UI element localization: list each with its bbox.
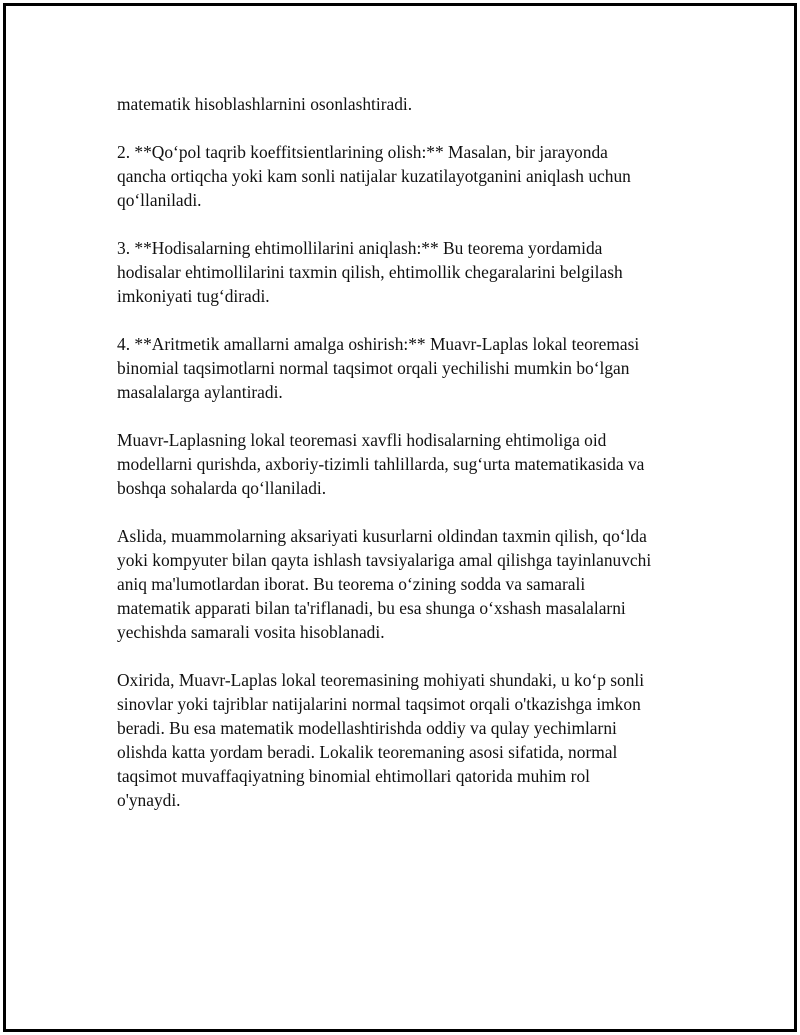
paragraph-explanation: Aslida, muammolarning aksariyati kusurlarni oldindan taxmin qilish, qo‘lda yoki kompyuter bilan qayta ishlash tavsiyalariga amal qilishga tayinlanuvchi aniq ma'lumotlardan iborat. Bu teorema o‘zining sodda va samarali matematik apparati bilan ta'riflanadi, bu esa shunga o‘xshash masalalarni yechishda samarali vosita hisoblanadi.	[117, 526, 652, 642]
paragraph-conclusion: Oxirida, Muavr-Laplas lokal teoremasining mohiyati shundaki, u ko‘p sonli sinovlar yoki tajriblar natijalarini normal taqsimot orqali o'tkazishga imkon beradi. Bu esa matematik modellashtirishda oddiy va qulay yechimlarni olishda katta yordam beradi. Lokalik teoremaning asosi sifatida, normal taqsimot muvaffaqiyatning binomial ehtimollari qatorida muhim rol o'ynaydi.	[117, 670, 645, 810]
paragraph-continuation: matematik hisoblashlarnini osonlashtiradi.	[117, 94, 413, 114]
list-item-4: 4. **Aritmetik amallarni amalga oshirish:** Muavr-Laplas lokal teoremasi binomial taqsimotlarni normal taqsimot orqali yechilishi mumkin bo‘lgan masalalarga aylantiradi.	[117, 334, 640, 402]
document-body	[117, 92, 697, 836]
list-item-3: 3. **Hodisalarning ehtimollilarini aniqlash:** Bu teorema yordamida hodisalar ehtimollilarini taxmin qilish, ehtimollik chegaralarini belgilash imkoniyati tug‘diradi.	[117, 238, 623, 306]
paragraph-applications: Muavr-Laplasning lokal teoremasi xavfli hodisalarning ehtimoliga oid modellarni qurishda, axboriy-tizimli tahlillarda, sug‘urta matematikasida va boshqa sohalarda qo‘llaniladi.	[117, 430, 645, 498]
list-item-2: 2. **Qo‘pol taqrib koeffitsientlarining olish:** Masalan, bir jarayonda qancha ortiqcha yoki kam sonli natijalar kuzatilayotganini aniqlash uchun qo‘llaniladi.	[117, 142, 631, 210]
